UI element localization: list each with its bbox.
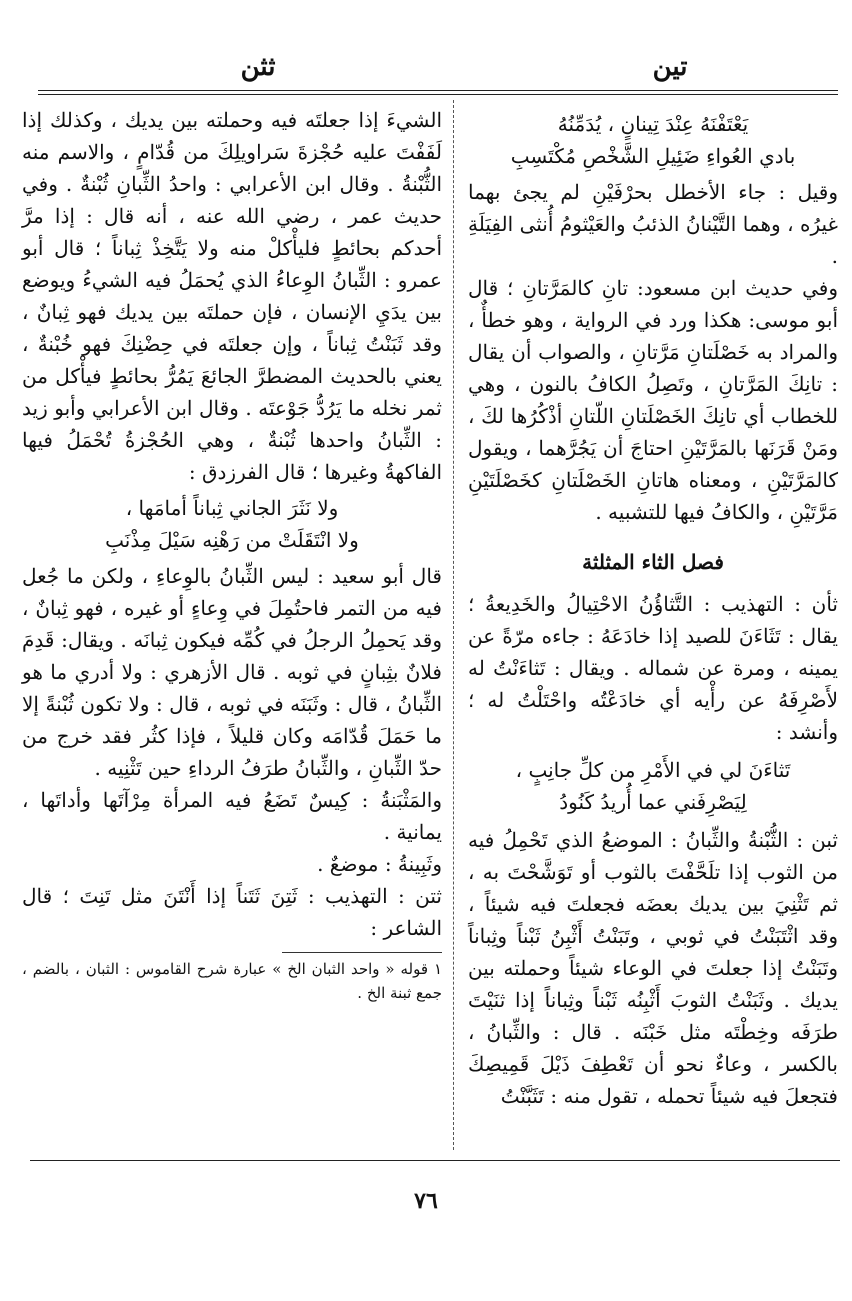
paragraph: الشيءَ إذا جعلتَه فيه وحملته بين يديك ، وكذلك إذا لَفَفْتَ عليه حُجْزةَ سَراويلِكَ من قُدّامٍ ، والاسم منه الثُّبْنةُ . وقال ابن الأعرابي : واحدُ الثِّبانِ ثُبْنةٌ . وفي حديث عمر ، رضي الله عنه ، أنه قال : إذا مرَّ أحدكم بحائطٍ فليأْكلْ منه ولا يَتَّخِذْ ثِباناً ؛ قال أبو عمرو : الثِّبانُ الوِعاءُ الذي يُحمَلُ فيه الشيءُ ويوضع بين يدَيِ الإنسان ، فإن حملتَه بين يديك فهو ثِبانٌ ، وقد ثَبَنْتُ ثِباناً ، وإن جعلتَه في حِضْنِكَ فهو خُبْنةٌ ، يعني بالحديث المضطرَّ الجائعَ يَمُرُّ بحائطٍ فيأْكل من ثمر نخله ما يَرُدُّ جَوْعتَه . وقال ابن الأعرابي وأبو زيد : الثِّبانُ واحدها ثُبْنةٌ ، وهي الحُجْزةُ تُحْمَلُ فيها الفاكهةُ وغيرها ؛ قال الفرزدق :	[22, 108, 442, 484]
verse-line: تَثاءَنَ لي في الأَمْرِ من كلِّ جانِبٍ ،	[515, 758, 791, 782]
entry-paragraph: ثتن : التهذيب : ثَتِنَ ثَتَناً إذا أَنْتَنَ مثل تَنِتَ ؛ قال الشاعر :	[22, 884, 442, 940]
running-head-right: تين	[652, 52, 688, 82]
header-rule	[38, 90, 838, 91]
verse-line: يَعْتَفْنَهُ عِنْدَ تِينانٍ ، يُدَمِّنُهُ	[557, 112, 749, 136]
header-rule-inner	[38, 94, 838, 95]
verse-block	[22, 492, 442, 556]
footnote-rule	[282, 952, 442, 953]
paragraph: وثَبِينةُ : موضعٌ .	[317, 852, 442, 876]
verse-line: لِيَصْرِفَني عما أُريدُ كَنُودُ	[559, 790, 747, 814]
verse-block	[468, 754, 838, 818]
left-column	[22, 104, 442, 1005]
footnote: ١ قوله « واحد الثبان الخ » عبارة شرح القاموس : الثبان ، بالضم ، جمع ثبنة الخ .	[22, 960, 442, 1002]
paragraph: وقيل : جاء الأخطل بحرْفَيْنِ لم يجئ بهما غيرُه ، وهما التَّيْنانُ الذئبُ والعَيْثومُ أُنثى الفِيَلَةِ .	[468, 180, 838, 268]
paragraph: قال أبو سعيد : ليس الثِّبانُ بالوِعاءِ ، ولكن ما جُعل فيه من التمر فاحتُمِلَ في وِعاءٍ أو غيره ، فهو ثِبانٌ ، وقد يَحمِلُ الرجلُ في كُمِّه فيكون ثِبانَه . ويقال: قَدِمَ فلانٌ بثِبانٍ في ثوبه . قال الأزهري : ولا أدري ما هو الثِّبانُ ، قال : وثَبَنَه في ثوبه ، قال : ولا تكون ثُبْنةً إلا ما حَمَلَ قُدّامَه وكان قليلاً ، فإذا كثُر فقد خرج من حدّ الثِّبانِ ، والثِّبانُ طرَفُ الرداءِ حين تَثْنِيه .	[22, 564, 442, 780]
page-number: ٧٦	[414, 1188, 438, 1214]
verse-line: ولا نَثَرَ الجاني ثِباناً أمامَها ،	[125, 496, 339, 520]
entry-paragraph: ثبن : الثُّبْنةُ والثِّبانُ : الموضعُ الذي تَحْمِلُ فيه من الثوب إذا تلَحَّفْتَ بالثوب أو تَوَشَّحْتَ به ، ثم تَثْنِيَ بين يديك بعضَه فجعلتَ فيه شيئاً ، وقد اثْتَبَنْتُ في ثوبي ، وتَبَنْتُ أَثْبِنُ ثَبْناً وثِباناً وتَبَنْتُ إذا جعلتَ في الوعاء شيئاً وحملته بين يديك . وثَبَنْتُ الثوبَ أَثْبِنُه ثَبْناً وثِباناً إذا ثنَيْتَ طرَفَه وخِطْتَه مثل خَبْنَه . قال : والثِّبانُ ، بالكسر ، وعاءٌ نحو أن تَعْطِفَ ذَيْلَ قَمِيصِكَ فتجعلَ فيه شيئاً تحمله ، تقول منه : تَثَبَّنْتُ	[468, 828, 838, 1108]
verse-line: بادي العُواءِ ضَئِيلِ الشَّخْصِ مُكْتَسِبِ	[510, 144, 796, 168]
running-head-left: ثثن	[240, 52, 276, 82]
entry-paragraph: ثأن : التهذيب : التَّثاؤُنُ الاحْتِيالُ والخَدِيعةُ ؛ يقال : تَثَاءَنَ للصيد إذا خادَعَهُ : جاءه مرّةً عن يمينه ، ومرة عن شماله . ويقال : تَثاءَنْتُ له لأَصْرِفَهُ عن رأْيه أي خادَعْتُه واحْتَلْتُ له ؛ وأنشد :	[468, 592, 838, 744]
paragraph: والمَثْبَنةُ : كِيسٌ تَضَعُ فيه المرأة مِرْآتَها وأداتَها ، يمانية .	[22, 788, 442, 844]
verse-line: ولا انْتَقَلَتْ من رَهْنِه سَيْلَ مِذْنَبِ	[105, 528, 359, 552]
right-column	[468, 104, 838, 1112]
footer-rule	[30, 1160, 840, 1161]
section-heading: فصل الثاء المثلثة	[582, 550, 724, 574]
verse-block	[468, 108, 838, 172]
column-divider	[453, 100, 454, 1150]
paragraph: وفي حديث ابن مسعود: تانِ كالمَرَّتانِ ؛ قال أبو موسى: هكذا ورد في الرواية ، وهو خطأٌ ، والمراد به خَصْلَتانِ مَرَّتانِ ، والصواب أن يقال : تانِكَ المَرَّتانِ ، وتَصِلُ الكافُ بالنون ، وهي للخطاب أي تانِكَ الخَصْلَتانِ اللّتانِ أذْكُرُها لكَ ، ومَنْ قَرَنَها بالمَرَّتَيْنِ احتاجَ أن يَجُرَّهما ، ويقول كالمَرَّتَيْنِ ، ومعناه هاتانِ الخَصْلَتانِ كخَصْلَتَيْنِ مَرَّتَيْنِ ، والكافُ فيها للتشبيه .	[468, 276, 838, 524]
